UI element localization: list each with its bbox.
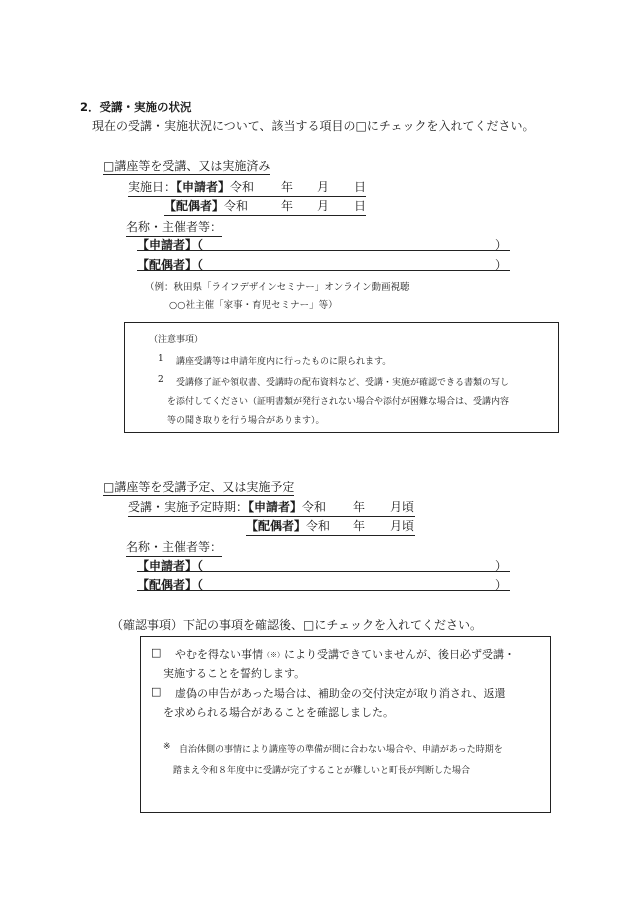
day-label: 日 bbox=[354, 180, 367, 194]
close-paren: ） bbox=[495, 258, 508, 272]
era-label: 令和 bbox=[302, 500, 327, 514]
section-instruction: 現在の受講・実施状況について、該当する項目の□にチェックを入れてください。 bbox=[92, 119, 535, 133]
close-paren: ） bbox=[495, 559, 508, 573]
notes-item2-line3: 等の聞き取りを行う場合があります）。 bbox=[167, 416, 325, 426]
completed-name-org-label: 名称・主催者等： bbox=[126, 218, 222, 237]
year-label: 年 bbox=[281, 199, 294, 213]
completed-option bbox=[103, 157, 270, 174]
close-paren: ） bbox=[495, 238, 508, 252]
month-label: 月 bbox=[317, 180, 330, 194]
planned-checkbox[interactable]: □ bbox=[103, 480, 115, 494]
completed-spouse-field[interactable] bbox=[137, 256, 510, 271]
year-label: 年 bbox=[281, 180, 294, 194]
section-title: 2．受講・実施の状況 bbox=[80, 100, 192, 114]
confirm-item1-line1 bbox=[175, 646, 515, 662]
confirm-item1-line2: 実施することを誓約します。 bbox=[163, 667, 306, 680]
confirm-item2-line1: 虚偽の申告があった場合は、補助金の交付決定が取り消され、返還 bbox=[175, 687, 506, 700]
month-label: 月 bbox=[317, 199, 330, 213]
notes-title: （注意事項） bbox=[149, 335, 204, 345]
day-label: 日 bbox=[354, 199, 367, 213]
year-label: 年 bbox=[353, 500, 366, 514]
planned-period-spouse-row bbox=[246, 517, 415, 536]
era-label: 令和 bbox=[224, 199, 249, 213]
notes-item1: 講座受講等は申請年度内に行ったものに限られます。 bbox=[176, 357, 392, 367]
planned-period-applicant-row bbox=[128, 498, 415, 517]
period-label: 受講・実施予定時期： bbox=[128, 500, 249, 514]
confirm-item1-text-b: により受講できていませんが、後日必ず受講・ bbox=[284, 648, 515, 661]
applicant-field-label: 【申請者】（ bbox=[137, 238, 204, 252]
confirm-note-line1: 自治体側の事情により講座等の準備が間に合わない場合や、申請があった時期を bbox=[179, 745, 503, 755]
applicant-tag: 【申請者】 bbox=[176, 180, 231, 194]
confirm-item1-checkbox[interactable]: □ bbox=[151, 646, 162, 659]
confirm-note-mark: ※ bbox=[163, 742, 171, 752]
completed-example-1: （例：秋田県「ライフデザインセミナー」オンライン動画視聴 bbox=[145, 282, 410, 293]
notes-item2-number: 2 bbox=[158, 375, 164, 385]
spouse-tag: 【配偶者】 bbox=[164, 199, 225, 213]
completed-date-applicant-row bbox=[128, 178, 366, 197]
month-approx-label: 月頃 bbox=[390, 500, 415, 514]
notes-item1-number: 1 bbox=[158, 354, 164, 364]
applicant-tag: 【申請者】 bbox=[248, 500, 303, 514]
completed-example-2: ○○社主催「家事・育児セミナー」等） bbox=[169, 300, 338, 311]
confirm-item1-mark: （※） bbox=[263, 651, 284, 659]
planned-option bbox=[103, 478, 294, 495]
confirm-box bbox=[140, 636, 551, 813]
planned-label: 講座等を受講予定、又は実施予定 bbox=[114, 480, 295, 494]
completed-applicant-field[interactable] bbox=[137, 236, 510, 251]
planned-spouse-field[interactable] bbox=[137, 576, 510, 591]
completed-checkbox[interactable]: □ bbox=[103, 159, 115, 173]
era-label: 令和 bbox=[306, 519, 331, 533]
notes-box bbox=[124, 322, 559, 433]
confirm-item2-line2: を求められる場合があることを確認しました。 bbox=[163, 706, 394, 719]
month-approx-label: 月頃 bbox=[390, 519, 415, 533]
notes-item2-line1: 受講修了証や領収書、受講時の配布資料など、受講・実施が確認できる書類の写し bbox=[176, 378, 510, 388]
spouse-tag: 【配偶者】 bbox=[246, 519, 307, 533]
applicant-field-label: 【申請者】（ bbox=[137, 559, 204, 573]
date-label: 実施日： bbox=[128, 180, 177, 194]
planned-name-org-label: 名称・主催者等： bbox=[126, 538, 222, 557]
confirm-item1-text-a: やむを得ない事情 bbox=[175, 648, 263, 661]
completed-label: 講座等を受講、又は実施済み bbox=[114, 159, 271, 173]
spouse-field-label: 【配偶者】（ bbox=[137, 258, 204, 272]
era-label: 令和 bbox=[230, 180, 255, 194]
completed-date-spouse-row bbox=[164, 197, 366, 216]
close-paren: ） bbox=[495, 578, 508, 592]
confirm-note-line2: 踏まえ令和８年度中に受講が完了することが難しいと町長が判断した場合 bbox=[173, 766, 471, 776]
confirm-item2-checkbox[interactable]: □ bbox=[151, 685, 162, 698]
planned-applicant-field[interactable] bbox=[137, 557, 510, 572]
spouse-field-label: 【配偶者】（ bbox=[137, 578, 204, 592]
year-label: 年 bbox=[353, 519, 366, 533]
notes-item2-line2: を添付してください（証明書類が発行されない場合や添付が困難な場合は、受講内容 bbox=[167, 397, 510, 407]
confirm-intro: （確認事項）下記の事項を確認後、□にチェックを入れてください。 bbox=[111, 618, 482, 632]
